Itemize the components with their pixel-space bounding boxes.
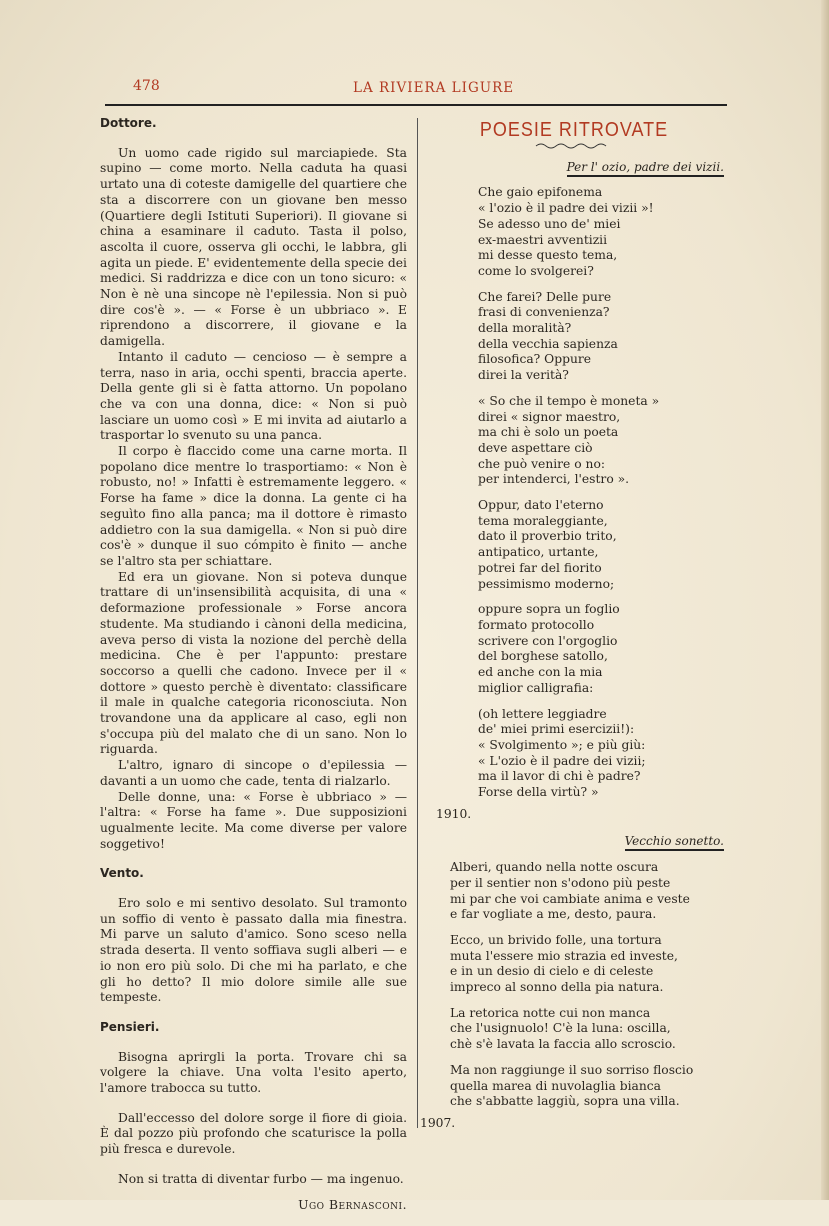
- verse-line: Che gaio epifonema: [478, 185, 603, 200]
- verse-line: chè s'è lavata la faccia allo scroscio.: [450, 1037, 676, 1052]
- stanza: [450, 1006, 728, 1053]
- verse-line: filosofica? Oppure: [478, 352, 592, 367]
- poem-date: 1907.: [420, 1115, 456, 1130]
- verse-line: della vecchia sapienza: [478, 336, 618, 351]
- verse-line: che l'usignuolo! C'è la luna: oscilla,: [450, 1021, 671, 1036]
- poem-body: [478, 185, 728, 800]
- verse-line: direi « signor maestro,: [478, 409, 621, 424]
- verse-line: ma chi è solo un poeta: [478, 425, 619, 440]
- verse-line: per intenderci, l'estro ».: [478, 472, 630, 487]
- verse-line: deve aspettare ciò: [478, 440, 593, 455]
- verse-line: del borghese satollo,: [478, 649, 608, 664]
- section-heading-vento: Vento.: [100, 866, 144, 881]
- author-signature: Ugo Bernasconi.: [298, 1197, 407, 1212]
- paragraph: Non si tratta di diventar furbo — ma ingenuo.: [118, 1171, 404, 1186]
- verse-line: « l'ozio è il padre dei vizii »!: [478, 201, 654, 216]
- paragraph: Bisogna aprirgli la porta. Trovare chi sa volgere la chiave. Una volta l'esito aperto, l'amore trabocca su tutto.: [100, 1049, 407, 1096]
- stanza: [478, 185, 728, 279]
- verse-line: ex-maestri avventizii: [478, 232, 608, 247]
- running-head: LA RIVIERA LIGURE: [353, 80, 515, 96]
- stanza: [478, 707, 728, 801]
- verse-line: « Svolgimento »; e più giù:: [478, 737, 646, 752]
- stanza: [450, 860, 728, 923]
- verse-line: Che farei? Delle pure: [478, 289, 612, 304]
- verse-line: Ecco, un brivido folle, una tortura: [450, 932, 662, 947]
- verse-line: e far vogliate a me, desto, paura.: [450, 907, 657, 922]
- right-column: [420, 116, 728, 1132]
- left-column: [100, 116, 407, 1226]
- verse-line: quella marea di nuvolaglia bianca: [450, 1078, 661, 1093]
- paragraph: Intanto il caduto — cencioso — è sempre a terra, naso in aria, occhi spenti, braccia aperte. Della gente gli si è fatta attorno. Un popolano che va con una donna, dice: « Non si può lasciare un uomo così » E mi invita ad aiutarlo a trasportar lo svenuto su una panca.: [100, 349, 407, 443]
- poem-date: 1910.: [436, 806, 472, 821]
- stanza: [478, 290, 728, 384]
- verse-line: muta l'essere mio strazia ed investe,: [450, 948, 678, 963]
- verse-line: e in un desio di cielo e di celeste: [450, 964, 654, 979]
- verse-line: come lo svolgerei?: [478, 263, 594, 278]
- verse-line: mi desse questo tema,: [478, 248, 618, 263]
- paragraph: Dall'eccesso del dolore sorge il fiore di gioia. È dal pozzo più profondo che scaturisce la polla più fresca e durevole.: [100, 1110, 407, 1157]
- section-heading-dottore: Dottore.: [100, 116, 157, 130]
- page-edge: [821, 0, 829, 1200]
- ornament-squiggle: [534, 142, 614, 150]
- verse-line: La retorica notte cui non manca: [450, 1005, 651, 1020]
- verse-line: miglior calligrafia:: [478, 680, 594, 695]
- verse-line: scrivere con l'orgoglio: [478, 633, 618, 648]
- poem-subtitle: Per l' ozio, padre dei vizii.: [420, 160, 724, 176]
- verse-line: frasi di convenienza?: [478, 305, 610, 320]
- stanza: [478, 394, 728, 488]
- column-divider: [417, 118, 418, 1128]
- section-heading-pensieri: Pensieri.: [100, 1019, 160, 1034]
- verse-line: Ma non raggiunge il suo sorriso floscio: [450, 1062, 694, 1077]
- poem-subtitle: Vecchio sonetto.: [420, 834, 724, 850]
- header-rule: [105, 104, 727, 106]
- paragraph: Ero solo e mi sentivo desolato. Sul tramonto un soffio di vento è passato dalla mia finestra. Mi parve un saluto d'amico. Sono sceso nella strada deserta. Il vento soffiava sugli alberi — e io non ero più solo. Di che mi ha parlato, e che gli ho detto? Il mio dolore simile alle sue tempeste.: [100, 896, 407, 1005]
- verse-line: Forse della virtù? »: [478, 785, 599, 800]
- verse-line: ma il lavor di chi è padre?: [478, 769, 641, 784]
- verse-line: impreco al sonno della pia natura.: [450, 980, 664, 995]
- verse-line: (oh lettere leggiadre: [478, 706, 607, 721]
- page-number: 478: [133, 78, 160, 94]
- verse-line: Oppur, dato l'eterno: [478, 498, 604, 513]
- stanza: [450, 933, 728, 996]
- verse-line: Alberi, quando nella notte oscura: [450, 860, 659, 875]
- paragraph: L'altro, ignaro di sincope o d'epilessia — davanti a un uomo che cade, tenta di rialzarlo.: [100, 758, 407, 788]
- verse-line: antipatico, urtante,: [478, 545, 599, 560]
- verse-line: per il sentier non s'odono più peste: [450, 875, 671, 890]
- sonnet-body: [450, 860, 728, 1110]
- verse-line: Se adesso uno de' miei: [478, 216, 621, 231]
- paragraph: Un uomo cade rigido sul marciapiede. Sta supino — come morto. Nella caduta ha quasi urtato una di coteste damigelle del quartiere che sta a discorrere con un giovane ben messo (Quartiere degli Istituti Superiori). Il giovane si china a esaminare il caduto. Tasta il polso, ascolta il cuore, osserva gli occhi, le labbra, gli agita un piede. E' evidentemente della specie dei medici. Si raddrizza e dice con un tono sicuro: « Non è nè una sincope nè l'epilessia. Non si può dire cos'è ». — « Forse è un ubbriaco ». E riprendono a discorrere, il giovane e la damigella.: [100, 145, 407, 349]
- verse-line: formato protocollo: [478, 617, 595, 632]
- verse-line: « L'ozio è il padre dei vizii;: [478, 753, 646, 768]
- verse-line: potrei far del fiorito: [478, 560, 602, 575]
- verse-line: che s'abbatte laggiù, sopra una villa.: [450, 1094, 680, 1109]
- stanza: [450, 1063, 728, 1110]
- verse-line: de' miei primi esercizii!):: [478, 722, 635, 737]
- verse-line: mi par che voi cambiate anima e veste: [450, 891, 690, 906]
- verse-line: oppure sopra un foglio: [478, 602, 620, 617]
- verse-line: che può venire o no:: [478, 456, 606, 471]
- paragraph: Ed era un giovane. Non si poteva dunque trattare di un'insensibilità acquisita, di una « deformazione professionale » Forse ancora studente. Ma studiando i cànoni della medicina, aveva perso di vista la nozione del perchè della medicina. Che è per l'appunto: prestare soccorso a quelli che cadono. Invece per il « dottore » questo perchè è diventato: classificare il male in qualche categoria riconosciuta. Non trovandone una da applicare al caso, egli non s'occupa più del malato che di un sano. Non lo riguarda.: [100, 569, 407, 757]
- stanza: [478, 498, 728, 592]
- verse-line: « So che il tempo è moneta »: [478, 393, 660, 408]
- verse-line: della moralità?: [478, 321, 572, 336]
- section-title: POESIE RITROVATE: [479, 117, 669, 141]
- stanza: [478, 602, 728, 696]
- verse-line: pessimismo moderno;: [478, 576, 615, 591]
- verse-line: direi la verità?: [478, 368, 569, 383]
- verse-line: ed anche con la mia: [478, 665, 603, 680]
- verse-line: dato il proverbio trito,: [478, 529, 617, 544]
- verse-line: tema moraleggiante,: [478, 513, 608, 528]
- paragraph: Delle donne, una: « Forse è ubbriaco » — l'altra: « Forse ha fame ». Due supposizioni ugualmente lecite. Ma come diverse per valore soggetivo!: [100, 789, 407, 851]
- paragraph: Il corpo è flaccido come una carne morta. Il popolano dice mentre lo trasportiamo: « Non è robusto, no! » Infatti è estremamente leggero. « Forse ha fame » dice la donna. La gente ci ha seguìto fino alla panca; ma il dottore è rimasto addietro con la sua damigella. « Non si può dire cos'è » dunque il suo cómpito è finito — anche se l'altro sta per schiattare.: [100, 444, 407, 568]
